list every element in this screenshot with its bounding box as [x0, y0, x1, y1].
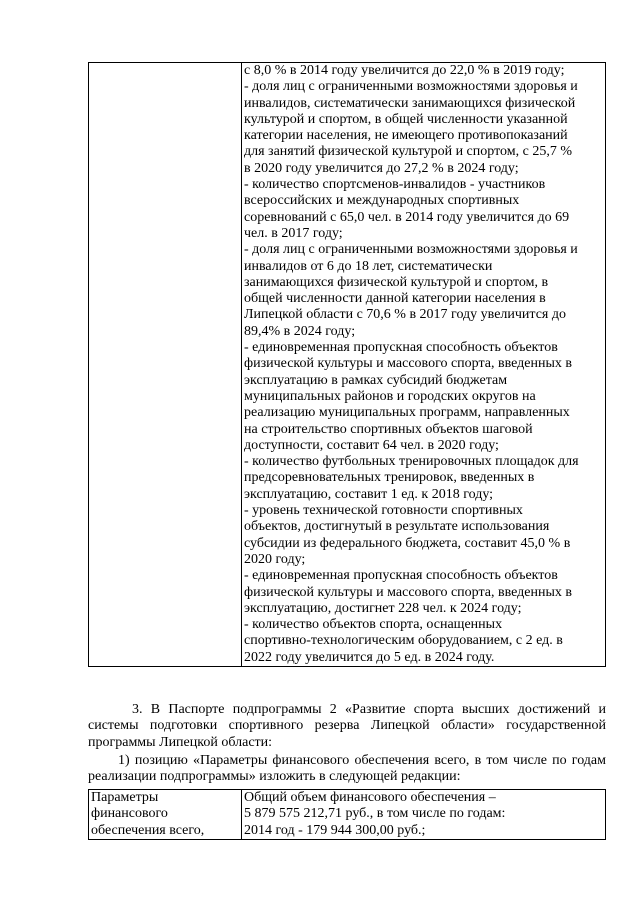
indicator-line: 2022 году увеличится до 5 ед. в 2024 году. [244, 649, 495, 665]
table-left-cell [89, 63, 242, 667]
indicator-line: на строительство спортивных объектов шаговой [244, 421, 533, 437]
indicator-line: занимающихся физической культурой и спортом, в [244, 274, 549, 290]
indicator-line: эксплуатацию, достигнет 228 чел. к 2024 году; [244, 600, 522, 616]
financing-label-line: финансового [91, 806, 168, 822]
indicator-line: предсоревновательных тренировок, введенных в [244, 470, 535, 486]
financing-label-line: обеспечения всего, [91, 822, 205, 838]
indicator-line: соревнований с 65,0 чел. в 2014 году увеличится до 69 [244, 209, 570, 225]
indicator-line: физической культуры и массового спорта, введенных в [244, 584, 572, 600]
indicator-line: спортивно-технологическим оборудованием, с 2 ед. в [244, 633, 563, 649]
continuation-table [88, 62, 606, 667]
indicator-line: - количество футбольных тренировочных площадок для [244, 454, 579, 470]
indicator-line: - доля лиц с ограниченными возможностями здоровья и [244, 79, 578, 95]
paragraph-section-3: 3. В Паспорте подпрограммы 2 «Развитие спорта высших достижений и системы подготовки спортивного резерва Липецкой области» государственной программы Липецкой области: [88, 702, 606, 750]
indicator-line: эксплуатацию в рамках субсидий бюджетам [244, 372, 508, 388]
indicator-line: субсидии из федерального бюджета, составит 45,0 % в [244, 535, 571, 551]
indicator-line: культурой и спортом, в общей численности указанной [244, 111, 568, 127]
indicators-cell [242, 63, 606, 667]
indicator-line: 89,4% в 2024 году; [244, 323, 356, 339]
indicator-line: муниципальных районов и городских округов на [244, 388, 536, 404]
financing-value-line: 2014 год - 179 944 300,00 руб.; [244, 822, 426, 838]
indicator-line: - единовременная пропускная способность объектов [244, 340, 558, 356]
indicator-line: в 2020 году увеличится до 27,2 % в 2024 году; [244, 160, 519, 176]
financing-table [88, 789, 606, 840]
indicator-line: Липецкой области с 70,6 % в 2017 году увеличится до [244, 307, 566, 323]
financing-label-cell [89, 790, 242, 840]
indicator-line: общей численности данной категории населения в [244, 291, 546, 307]
indicator-line: с 8,0 % в 2014 году увеличится до 22,0 % в 2019 году; [244, 63, 565, 78]
indicator-line: - единовременная пропускная способность объектов [244, 568, 558, 584]
indicator-line: всероссийских и международных спортивных [244, 193, 520, 209]
indicator-line: реализацию муниципальных программ, направленных [244, 405, 570, 421]
financing-value-cell [242, 790, 606, 840]
indicator-line: - количество объектов спорта, оснащенных [244, 617, 503, 633]
indicator-line: физической культуры и массового спорта, введенных в [244, 356, 572, 372]
indicator-line: категории населения, не имеющего противопоказаний [244, 128, 568, 144]
financing-value-line: Общий объем финансового обеспечения – [244, 790, 496, 805]
indicator-line: - количество спортсменов-инвалидов - участников [244, 177, 546, 193]
indicator-line: - доля лиц с ограниченными возможностями здоровья и [244, 242, 578, 258]
indicator-line: объектов, достигнутый в результате использования [244, 519, 550, 535]
paragraph-item-1: 1) позицию «Параметры финансового обеспечения всего, в том числе по годам реализации подпрограммы» изложить в следующей редакции: [88, 753, 606, 785]
indicator-line: эксплуатацию, составит 1 ед. к 2018 году; [244, 486, 494, 502]
financing-value-line: 5 879 575 212,71 руб., в том числе по годам: [244, 806, 506, 822]
indicator-line: чел. в 2017 году; [244, 225, 343, 241]
financing-label-line: Параметры [91, 790, 159, 805]
indicator-line: - уровень технической готовности спортивных [244, 503, 523, 519]
indicator-line: инвалидов от 6 до 18 лет, систематически [244, 258, 493, 274]
indicator-line: доступности, составит 64 чел. в 2020 году; [244, 437, 499, 453]
indicator-line: для занятий физической культурой и спортом, с 25,7 % [244, 144, 572, 160]
indicator-line: 2020 году; [244, 551, 306, 567]
indicator-line: инвалидов, систематически занимающихся физической [244, 95, 576, 111]
